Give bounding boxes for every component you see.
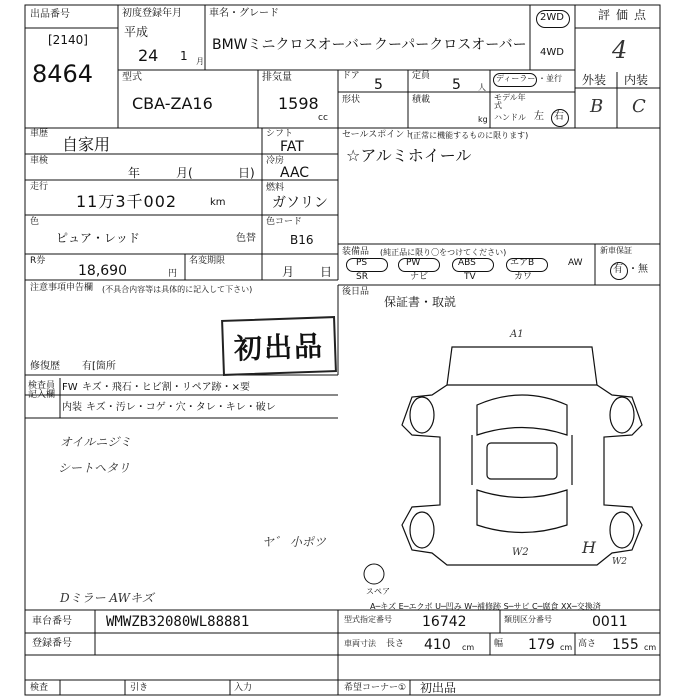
repair-history-label: 修復歴 <box>30 361 60 372</box>
era: 平成 <box>124 25 149 39</box>
equip-abs: ABS <box>458 258 476 268</box>
class-ref-label: 類別区分番号 <box>504 615 552 624</box>
selling-point-value: ☆アルミホイール <box>346 146 472 165</box>
notes-label: 注意事項申告欄 <box>30 283 94 293</box>
width-label: 幅 <box>494 639 504 649</box>
color-value: ピュア・レッド <box>56 231 140 245</box>
repair-history-value: 有[箇所 <box>82 361 116 372</box>
displacement: 1598 <box>278 94 319 113</box>
score-label: 評価点 <box>598 8 653 22</box>
warranty-none: ・無 <box>628 264 648 275</box>
load-unit: kg <box>478 115 488 124</box>
warranty-has: 有 <box>613 264 623 275</box>
body-shape-label: 形状 <box>342 95 361 105</box>
damage-mark-w2-side: W2 <box>612 557 627 567</box>
equip-sr: SR <box>356 272 368 282</box>
car-name: BMWミニクロスオーバー <box>212 37 373 53</box>
registration-number-label: 登録番号 <box>32 638 72 649</box>
drive-4wd: 4WD <box>540 47 564 58</box>
documents-value: 保証書・取説 <box>384 295 457 309</box>
color-code: B16 <box>290 233 314 247</box>
handwritten-note-oil: オイルニジミ <box>60 435 132 449</box>
inspector-label: 検査員記入欄 <box>28 381 56 400</box>
lot-number-label: 出品番号 <box>30 9 70 20</box>
registration-month: 1 <box>180 49 188 63</box>
notes-sub: (不具合内容等は具体的に記入して下さい) <box>102 285 253 294</box>
model-year-label: モデル年式 <box>494 93 526 110</box>
mileage-label: 走行 <box>30 182 49 192</box>
inspector-row2: キズ・汚レ・コゲ・穴・タレ・キレ・破レ <box>86 402 276 413</box>
shift-value: FAT <box>280 139 304 155</box>
damage-legend: A─キズ E─エクボ U─凹み W─補修跡 S─サビ C─腐食 XX─交換済 <box>370 602 601 611</box>
size-label: 車両寸法 <box>344 639 376 648</box>
steering-right: 右 <box>554 111 564 122</box>
color-code-label: 色コード <box>266 217 303 227</box>
equip-tv: TV <box>464 272 476 282</box>
type-ref-label: 型式指定番号 <box>344 615 392 624</box>
color-label: 色 <box>30 217 40 227</box>
doors: 5 <box>374 77 383 93</box>
tax-value: 18,690 <box>78 263 127 279</box>
inspector-row1-head: FW <box>62 382 78 393</box>
height-unit: cm <box>644 643 657 652</box>
inspector-row2-head: 内装 <box>62 402 82 413</box>
fuel-value: ガソリン <box>272 195 328 211</box>
history-value: 自家用 <box>62 135 111 154</box>
handwritten-note-mirror: Dミラー AWキズ <box>60 591 154 605</box>
bottom-input: 入力 <box>234 683 253 693</box>
spare-tire-icon <box>362 562 386 586</box>
class-ref: 0011 <box>592 614 628 630</box>
displacement-unit: cc <box>318 113 328 123</box>
name-change-day: 日 <box>320 265 333 279</box>
length-label: 長さ <box>386 639 405 649</box>
interior-label: 内装 <box>624 73 649 87</box>
seats-unit: 人 <box>478 83 486 92</box>
car-name-label: 車名・グレード <box>209 8 279 19</box>
registration-year: 24 <box>138 46 159 65</box>
length: 410 <box>424 637 451 653</box>
type-ref: 16742 <box>422 614 467 630</box>
first-listing-stamp: 初出品 <box>221 316 337 376</box>
handwritten-note-seat: シートヘタリ <box>58 461 131 475</box>
steering-label: ハンドル <box>494 113 526 122</box>
width-unit: cm <box>560 643 573 652</box>
displacement-label: 排気量 <box>262 72 292 83</box>
selling-point-note: (正常に機能するものに限ります) <box>410 131 529 140</box>
equipment-label: 装備品 <box>342 247 370 257</box>
mileage-unit: km <box>210 197 226 208</box>
car-grade: クーパークロスオーバー <box>374 37 527 53</box>
model-code: CBA-ZA16 <box>132 94 213 113</box>
name-change-label: 名変期限 <box>189 256 226 266</box>
dealer: ディーラー <box>496 74 536 83</box>
history-label: 車歴 <box>30 129 49 139</box>
bottom-inspection: 検査 <box>30 683 49 693</box>
car-damage-diagram <box>392 325 652 575</box>
tax-label: R券 <box>30 256 46 266</box>
new-car-warranty-label: 新車保証 <box>600 246 632 255</box>
overall-score: 4 <box>612 36 628 64</box>
inspection-year: 年 <box>128 166 141 180</box>
equip-ps: PS <box>356 258 368 268</box>
first-registration-label: 初度登録年月 <box>122 8 182 19</box>
documents-label: 後日品 <box>342 287 370 297</box>
bottom-first-listing: 初出品 <box>420 681 457 695</box>
doors-label: ドア <box>342 71 360 81</box>
model-code-label: 型式 <box>122 72 142 83</box>
lot-number: 8464 <box>32 60 94 88</box>
inspection-day: 日) <box>238 166 255 180</box>
selling-point-label: セールスポイント <box>342 130 414 140</box>
parallel-import: ・並行 <box>538 74 562 83</box>
inspection-month: 月( <box>176 166 193 180</box>
lot-sub-number: [2140] <box>48 33 88 47</box>
interior-score: C <box>632 96 646 117</box>
bottom-corner: 希望コーナー① <box>344 683 407 693</box>
bottom-pull: 引き <box>130 683 149 693</box>
spare-label: スペア <box>366 587 390 596</box>
damage-mark-a1: A1 <box>510 329 524 340</box>
equip-pw: PW <box>406 258 421 268</box>
fuel-label: 燃料 <box>266 183 285 193</box>
steering-left: 左 <box>534 111 544 122</box>
ac-label: 冷房 <box>266 156 285 166</box>
exterior-score: B <box>590 96 604 117</box>
width: 179 <box>528 637 555 653</box>
height: 155 <box>612 637 639 653</box>
exterior-label: 外装 <box>582 73 607 87</box>
drive-2wd: 2WD <box>540 12 564 23</box>
inspection-label: 車検 <box>30 156 49 166</box>
load-label: 積載 <box>412 95 431 105</box>
height-label: 高さ <box>578 639 597 649</box>
ac-value: AAC <box>280 165 310 181</box>
equip-aw: AW <box>568 258 583 268</box>
mileage: 11万3千002 <box>76 192 178 211</box>
inspector-row1: キズ・飛石・ヒビ割・リペア跡・×要 <box>82 382 250 393</box>
month-unit: 月 <box>196 57 204 66</box>
color-change-label: 色替 <box>236 233 256 244</box>
damage-mark-h: H <box>582 538 596 557</box>
seats: 5 <box>452 77 461 93</box>
seats-label: 定員 <box>412 71 431 81</box>
equipment-note: (純正品に限り〇をつけてください) <box>380 248 507 257</box>
damage-mark-w2-rear: W2 <box>512 547 529 558</box>
length-unit: cm <box>462 643 475 652</box>
equip-leather: カワ <box>514 272 533 282</box>
equip-navi: ナビ <box>410 272 429 282</box>
vin: WMWZB32080WL88881 <box>106 614 250 630</box>
tax-unit: 円 <box>168 269 178 279</box>
handwritten-note-dots: ヤ゛ 小ポツ <box>262 535 326 549</box>
name-change-month: 月 <box>282 265 295 279</box>
shift-label: シフト <box>266 129 294 139</box>
vin-label: 車台番号 <box>32 616 72 627</box>
equip-airbag: エアB <box>510 258 535 268</box>
